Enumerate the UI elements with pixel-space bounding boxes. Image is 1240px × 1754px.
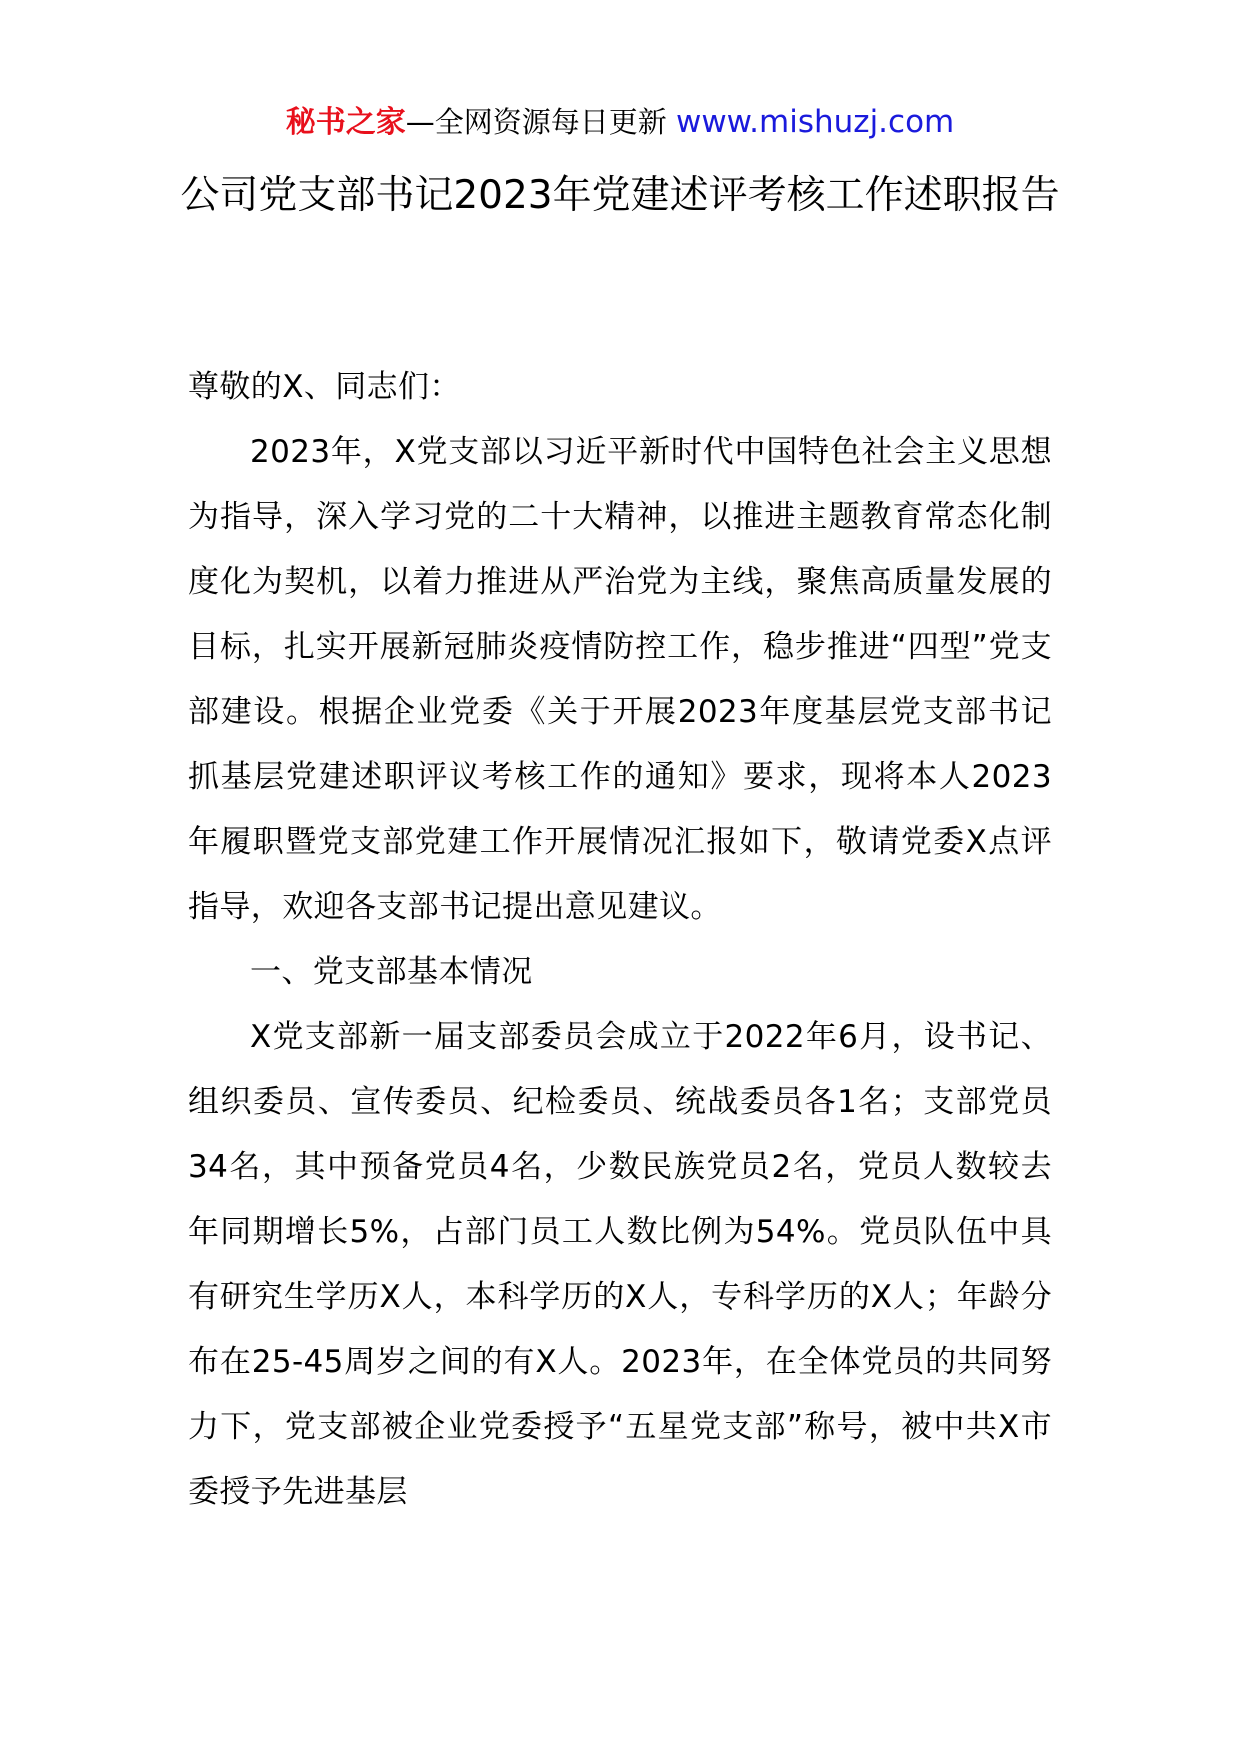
section-heading: 一、党支部基本情况 bbox=[250, 954, 533, 990]
salutation: 尊敬的X、同志们： bbox=[188, 369, 461, 405]
paragraph-basic-info: X党支部新一届支部委员会成立于2022年6月，设书记、组织委员、宣传委员、纪检委员、统战委员各1名；支部党员34名，其中预备党员4名，少数民族党员2名，党员人数较去年同期增长5%，占部门员工人数比例为54%。党员队伍中具有研究生学历X人，本科学历的X人，专科学历的X人；年龄分布在25-45周岁之间的有X人。2023年，在全体党员的共同努力下，党支部被企业党委授予“五星党支部”称号，被中共X市委授予先进基层 bbox=[188, 1019, 1052, 1510]
watermark-header bbox=[0, 102, 1240, 143]
document-body bbox=[188, 355, 1052, 1525]
header-tagline: —全网资源每日更新 bbox=[405, 105, 667, 139]
document-title: 公司党支部书记2023年党建述评考核工作述职报告 bbox=[180, 173, 1060, 218]
website-link[interactable]: www.mishuzj.com bbox=[675, 104, 955, 140]
paragraph-intro: 2023年，X党支部以习近平新时代中国特色社会主义思想为指导，深入学习党的二十大精神，以推进主题教育常态化制度化为契机，以着力推进从严治党为主线，聚焦高质量发展的目标，扎实开展新冠肺炎疫情防控工作，稳步推进“四型”党支部建设。根据企业党委《关于开展2023年度基层党支部书记抓基层党建述职评议考核工作的通知》要求，现将本人2023年履职暨党支部党建工作开展情况汇报如下，敬请党委X点评指导，欢迎各支部书记提出意见建议。 bbox=[188, 434, 1052, 925]
brand-name: 秘书之家 bbox=[285, 105, 406, 140]
